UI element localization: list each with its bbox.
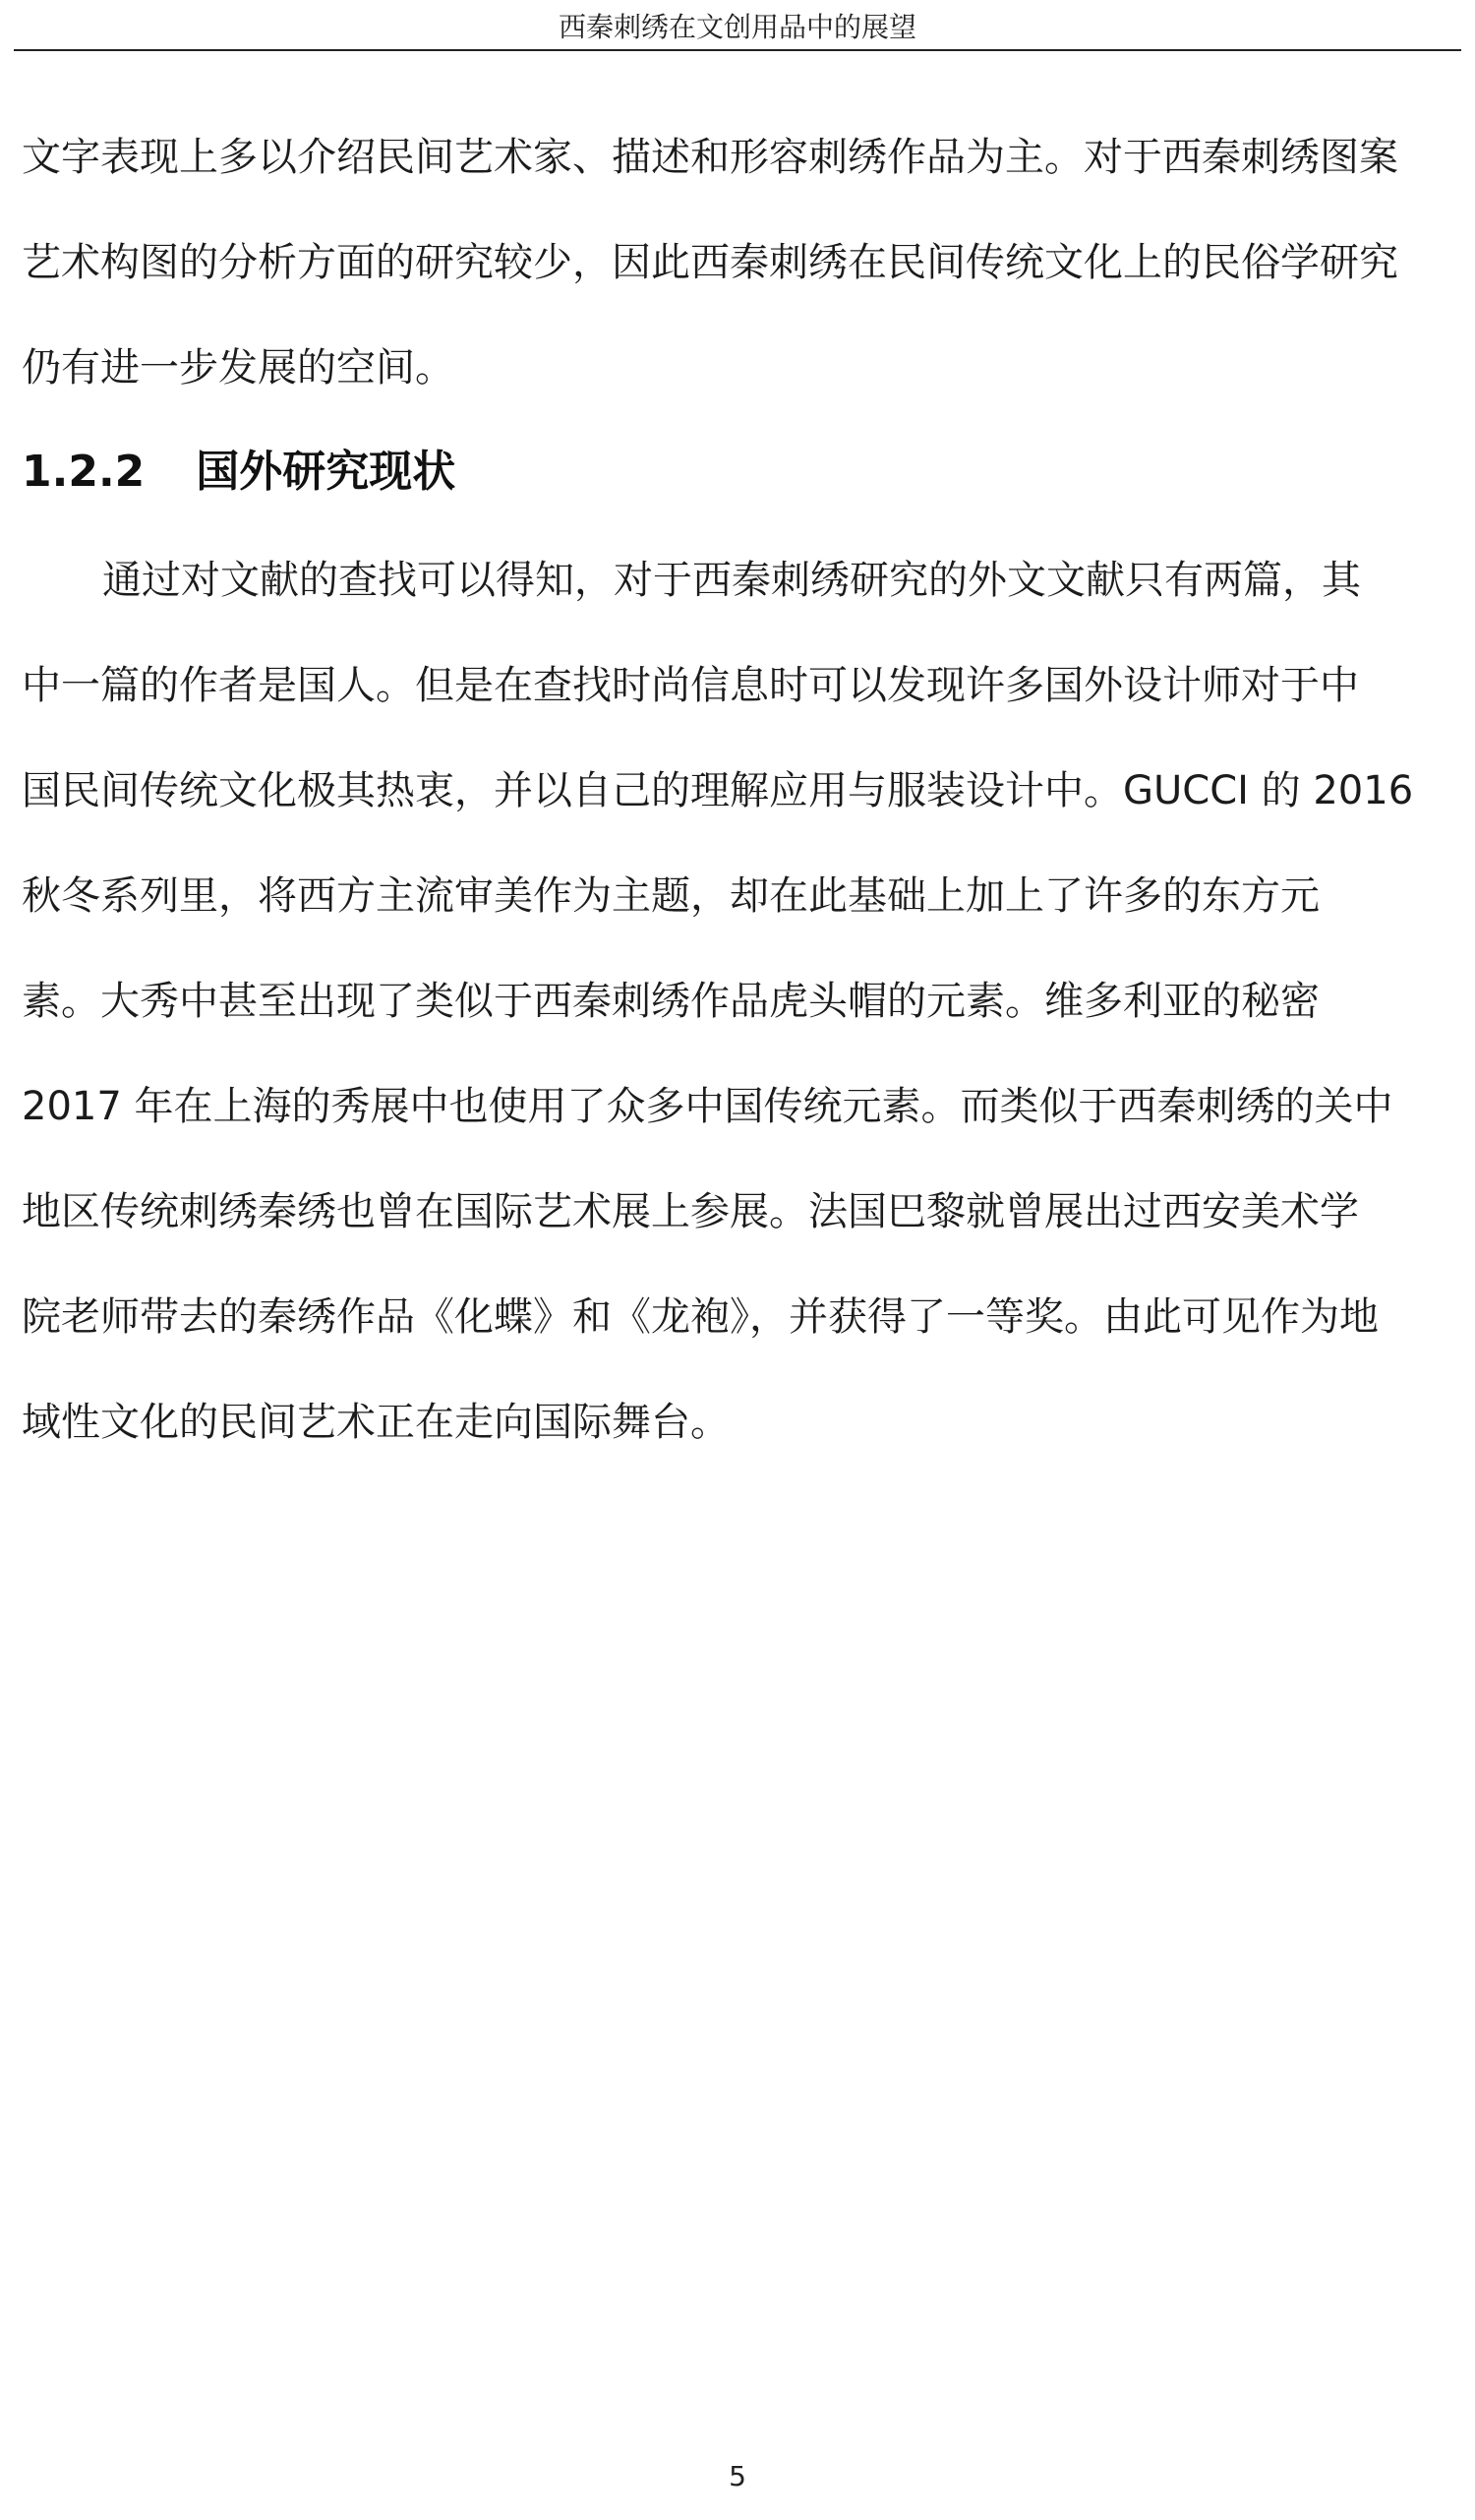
paragraph-line: 仍有进一步发展的空间。 [22,345,454,390]
paragraph-line: 文字表现上多以介绍民间艺术家、描述和形容刺绣作品为主。对于西秦刺绣图案 [22,135,1398,180]
paragraph-line: 秋冬系列里，将西方主流审美作为主题，却在此基础上加上了许多的东方元 [22,873,1320,919]
paragraph-line: 地区传统刺绣秦绣也曾在国际艺术展上参展。法国巴黎就曾展出过西安美术学 [22,1189,1359,1234]
section-title: 国外研究现状 [196,447,456,497]
paragraph-line: 素。大秀中甚至出现了类似于西秦刺绣作品虎头帽的元素。维多利亚的秘密 [22,979,1320,1024]
running-header: 西秦刺绣在文创用品中的展望 [558,11,916,43]
paragraph-line: 域性文化的民间艺术正在走向国际舞台。 [22,1400,730,1445]
paragraph-line: 院老师带去的秦绣作品《化蝶》和《龙袍》，并获得了一等奖。由此可见作为地 [22,1294,1379,1340]
paragraph-line: 国民间传统文化极其热衷，并以自己的理解应用与服装设计中。GUCCI 的 2016 [22,768,1414,813]
paragraph-line: 艺术构图的分析方面的研究较少，因此西秦刺绣在民间传统文化上的民俗学研究 [22,240,1398,285]
header-divider [14,49,1461,51]
paragraph-line: 2017 年在上海的秀展中也使用了众多中国传统元素。而类似于西秦刺绣的关中 [22,1084,1393,1129]
section-number: 1.2.2 [22,447,146,497]
page-number: 5 [729,2460,746,2492]
paragraph-line: 通过对文献的查找可以得知，对于西秦刺绣研究的外文文献只有两篇，其 [102,558,1361,603]
paragraph-line: 中一篇的作者是国人。但是在查找时尚信息时可以发现许多国外设计师对于中 [22,663,1359,708]
section-heading [22,445,455,500]
